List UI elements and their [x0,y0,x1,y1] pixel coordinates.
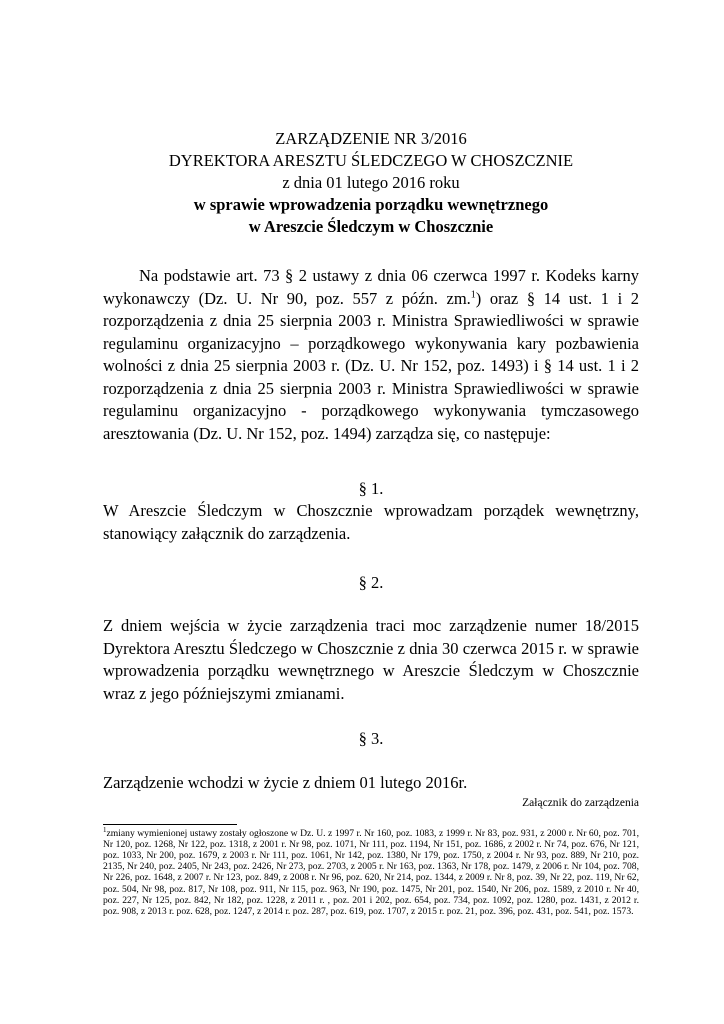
document-page [103,128,639,917]
section-3-title: § 3. [358,729,384,748]
document-header [103,128,639,238]
section-3-body: Zarządzenie wchodzi w życie z dniem 01 lutego 2016r. [103,773,468,792]
footnote [103,825,639,918]
section-2-title: § 2. [358,573,384,592]
section-2-body: Z dniem wejścia w życie zarządzenia traci moc zarządzenie numer 18/2015 Dyrektora Aresztu Śledczego w Choszcznie z dnia 30 czerwca 2015 r. w sprawie wprowadzenia porządku wewnętrznego w Areszcie Śledczym w Choszcznie wraz z jego późniejszymi zmianami. [103,616,639,703]
legal-basis-text-end: ) oraz § 14 ust. 1 i 2 rozporządzenia z dnia 25 sierpnia 2003 r. Ministra Sprawiedliwości w sprawie regulaminu organizacyjno – porządkowego wykonywania kary pozbawienia wolności z dnia 25 sierpnia 2003 r. (Dz. U. Nr 152, poz. 1493) i § 14 ust. 1 i 2 rozporządzenia z dnia 25 sierpnia 2003 r. Ministra Sprawiedliwości w sprawie regulaminu organizacyjno - porządkowego wykonywania tymczasowego aresztowania (Dz. U. Nr 152, poz. 1494) zarządza się, co następuje: [103,288,639,443]
issuing-authority: DYREKTORA ARESZTU ŚLEDCZEGO W CHOSZCZNIE [168,151,574,170]
ordinance-subject-place: w Areszcie Śledczym w Choszcznie [248,217,494,236]
ordinance-number: ZARZĄDZENIE NR 3/2016 [275,129,467,148]
section-1-body: W Areszcie Śledczym w Choszcznie wprowadzam porządek wewnętrzny, stanowiący załącznik do zarządzenia. [103,501,639,543]
ordinance-date: z dnia 01 lutego 2016 roku [282,173,460,192]
footnote-reference: 1 [470,289,476,300]
footnote-text: zmiany wymienionej ustawy zostały ogłoszone w Dz. U. z 1997 r. Nr 160, poz. 1083, z 1999 r. Nr 83, poz. 931, z 2000 r. Nr 60, poz. 701, Nr 120, poz. 1268, Nr 122, poz. 1318, z 2001 r. Nr 98, poz. 1071, Nr 111, poz. 1194, Nr 151, poz. 1686, z 2002 r. Nr 74, poz. 676, Nr 121, poz. 1033, Nr 200, poz. 1679, z 2003 r. Nr 111, poz. 1061, Nr 142, poz. 1380, Nr 179, poz. 1750, z 2004 r. Nr 93, poz. 889, Nr 210, poz. 2135, Nr 240, poz. 2405, Nr 243, poz. 2426, Nr 273, poz. 2703, z 2005 r. Nr 163, poz. 1363, Nr 178, poz. 1479, z 2006 r. Nr 104, poz. 708, Nr 226, poz. 1648, z 2007 r. Nr 123, poz. 849, z 2008 r. Nr 96, poz. 620, Nr 214, poz. 1344, z 2009 r. Nr 8, poz. 39, Nr 22, poz. 119, Nr 62, poz. 504, Nr 98, poz. 817, Nr 108, poz. 911, Nr 115, poz. 963, Nr 190, poz. 1475, Nr 201, poz. 1540, Nr 206, poz. 1589, z 2010 r. Nr 40, poz. 227, Nr 125, poz. 842, Nr 182, poz. 1228, z 2011 r. , poz. 201 i 202, poz. 654, poz. 734, poz. 1092, poz. 1280, poz. 1431, z 2012 r. poz. 908, z 2013 r. poz. 628, poz. 1247, z 2014 r. poz. 287, poz. 619, poz. 1707, z 2015 r. poz. 21, poz. 396, poz. 431, poz. 541, poz. 1573. [103,827,639,917]
footnote-marker: 1 [103,825,107,834]
legal-basis-text-start: Na podstawie art. 73 § 2 ustawy z dnia 06 czerwca 1997 r. Kodeks karny wykonawczy (Dz. U. Nr 90, poz. 557 z późn. zm. [103,266,639,308]
section-1-title: § 1. [358,479,384,498]
footnote-separator [103,824,237,825]
legal-basis-paragraph [103,265,639,445]
annex-note: Załącznik do zarządzenia [522,796,639,809]
ordinance-subject: w sprawie wprowadzenia porządku wewnętrznego [193,195,549,214]
